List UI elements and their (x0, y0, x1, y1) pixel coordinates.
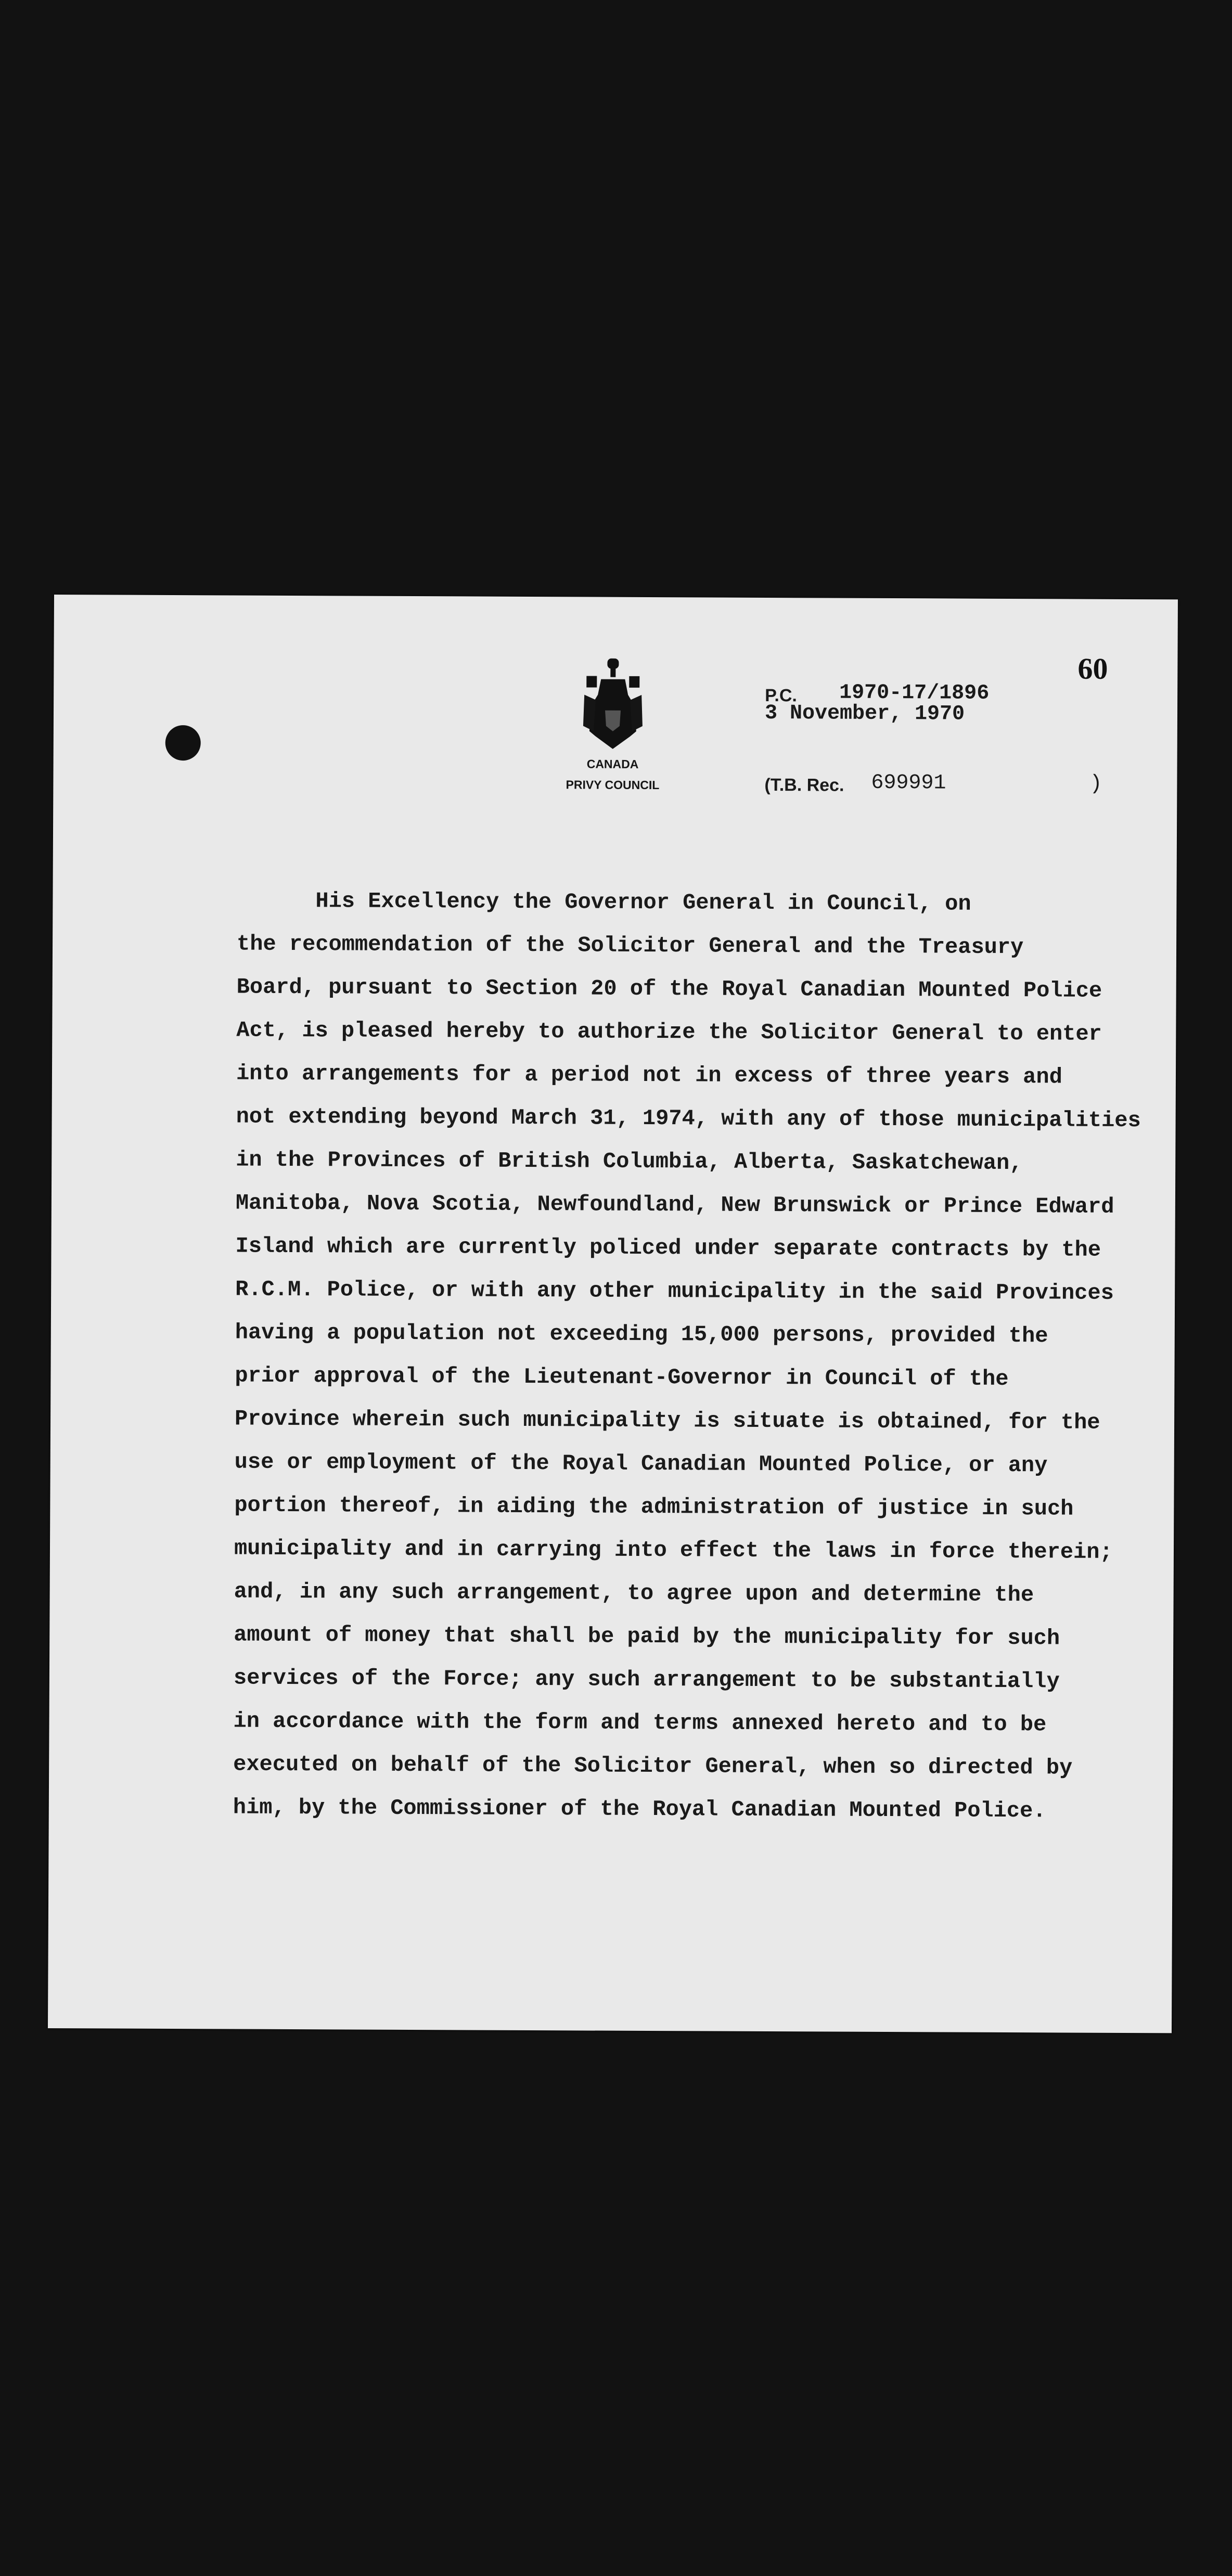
body-line: Act, is pleased hereby to authorize the Solicitor General to enter (236, 1017, 1102, 1047)
pc-number: 1970-17/1896 (839, 681, 990, 705)
body-line: municipality and in carrying into effect the laws in force therein; (234, 1536, 1113, 1565)
punch-hole (165, 725, 201, 761)
body-line: the recommendation of the Solicitor General and the Treasury (236, 931, 1024, 960)
body-line: R.C.M. Police, or with any other municipality in the said Provinces (235, 1277, 1114, 1306)
body-line: His Excellency the Governor General in Council, on (315, 888, 971, 917)
body-line: into arrangements for a period not in excess of three years and (236, 1061, 1062, 1090)
tb-rec-label: (T.B. Rec. (764, 775, 844, 795)
org-name-canada: CANADA (586, 757, 639, 771)
body-line: services of the Force; any such arrangement to be substantially (233, 1665, 1060, 1694)
pc-label: P.C. (765, 685, 797, 706)
org-name-privy-council: PRIVY COUNCIL (566, 778, 660, 792)
body-line: prior approval of the Lieutenant-Governor in Council of the (235, 1363, 1009, 1392)
tb-rec-close: ) (1089, 772, 1102, 796)
body-line: executed on behalf of the Solicitor General, when so directed by (233, 1751, 1073, 1781)
body-line: use or employment of the Royal Canadian Mounted Police, or any (234, 1449, 1048, 1478)
coat-of-arms-icon (580, 658, 646, 749)
body-line: in accordance with the form and terms annexed hereto and to be (233, 1708, 1047, 1737)
body-line: and, in any such arrangement, to agree upon and determine the (234, 1579, 1034, 1608)
body-line: Manitoba, Nova Scotia, Newfoundland, New Brunswick or Prince Edward (235, 1190, 1114, 1219)
document-page (48, 595, 1178, 2033)
body-line: having a population not exceeding 15,000 persons, provided the (235, 1320, 1048, 1349)
tb-rec-number: 699991 (871, 771, 946, 795)
body-line: him, by the Commissioner of the Royal Canadian Mounted Police. (233, 1795, 1046, 1824)
body-line: not extending beyond March 31, 1974, with any of those municipalities (236, 1104, 1141, 1134)
body-line: portion thereof, in aiding the administration of justice in such (234, 1492, 1074, 1522)
body-line: amount of money that shall be paid by the municipality for such (234, 1622, 1060, 1651)
body-line: Province wherein such municipality is situate is obtained, for the (234, 1406, 1100, 1435)
body-line: Island which are currently policed under separate contracts by the (235, 1233, 1101, 1263)
body-line: in the Provinces of British Columbia, Alberta, Saskatchewan, (236, 1147, 1023, 1176)
order-date: 3 November, 1970 (764, 701, 965, 726)
body-line: Board, pursuant to Section 20 of the Royal Canadian Mounted Police (236, 974, 1102, 1003)
page-number: 60 (1077, 651, 1108, 686)
